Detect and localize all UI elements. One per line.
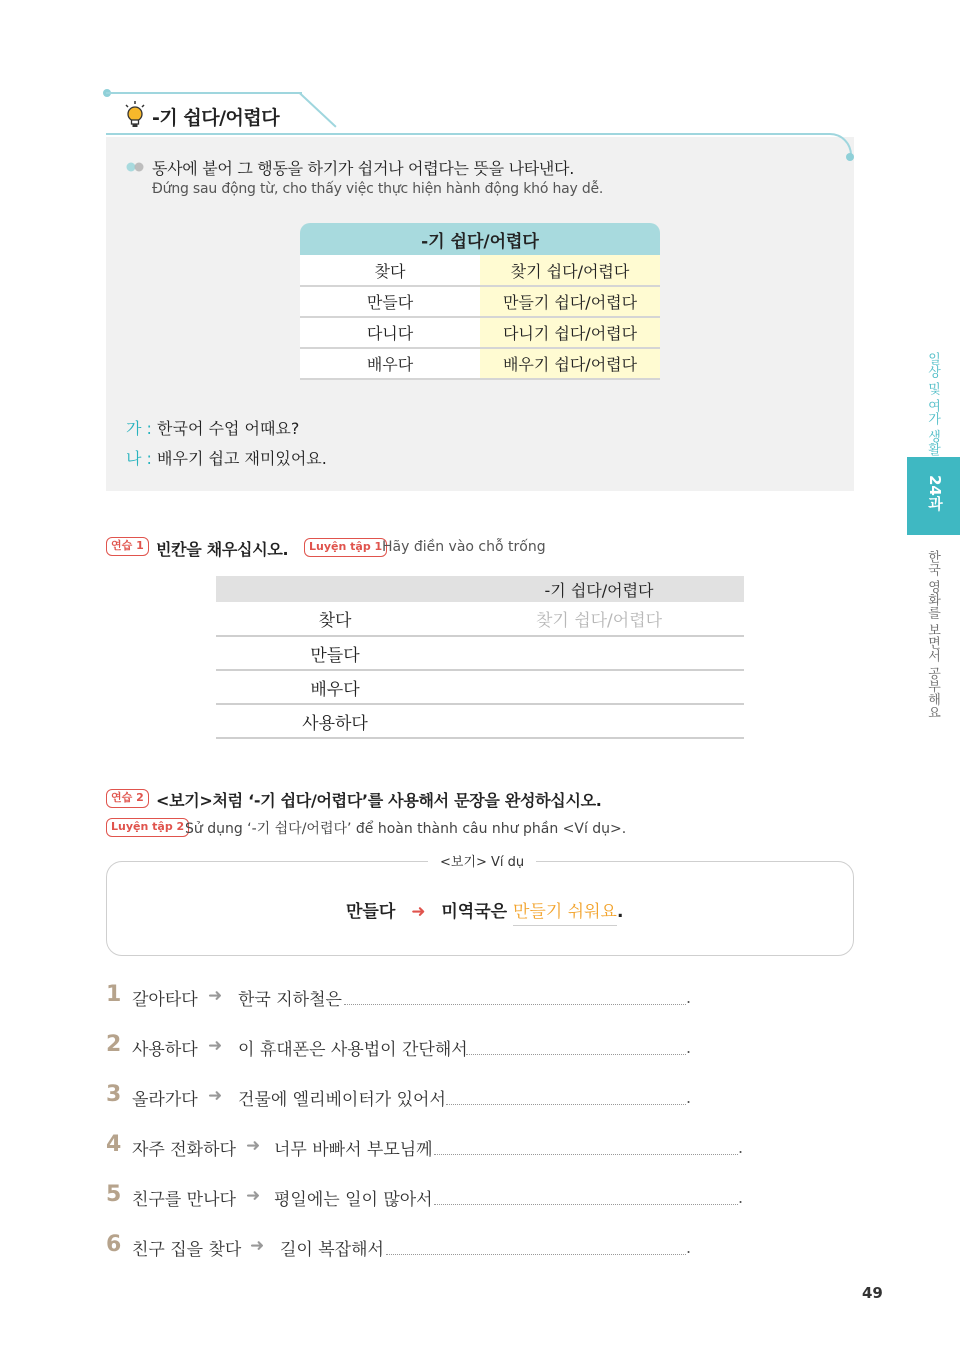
item-number: 5 — [106, 1182, 122, 1207]
right-arrow-icon: ➜ — [208, 1086, 223, 1106]
exercise1-base: 배우다 — [216, 670, 454, 704]
exercise1-badge-vi: Luyện tập 1 — [304, 538, 387, 557]
dialogue-speaker: 가 : — [126, 419, 152, 438]
exercise1-table — [216, 576, 744, 739]
exercise1-base: 사용하다 — [216, 704, 454, 738]
exercise2-title-vi: Sử dụng ‘-기 쉽다/어렵다’ để hoàn thành câu như phần <Ví dụ>. — [185, 821, 627, 837]
answer-blank[interactable] — [434, 1154, 738, 1155]
exercise1-base: 만들다 — [216, 636, 454, 670]
right-arrow-icon: ➜ — [208, 986, 223, 1006]
table-cell-form: 배우기 쉽다/어렵다 — [480, 348, 660, 379]
example-sentence — [346, 897, 623, 922]
answer-blank[interactable] — [434, 1204, 738, 1205]
right-arrow-icon: ➜ — [250, 1236, 265, 1256]
bullet-dots-icon — [126, 162, 146, 172]
table-row — [216, 636, 744, 670]
table-cell-base: 만들다 — [300, 286, 480, 317]
item-verb: 친구를 만나다 — [132, 1190, 236, 1210]
answer-blank[interactable] — [446, 1104, 686, 1105]
item-period: . — [686, 988, 692, 1007]
dialogue-text: 배우기 쉽고 재미있어요. — [157, 449, 327, 468]
exercise1-header: -기 쉽다/어렵다 — [454, 576, 744, 602]
table-row — [300, 348, 660, 379]
item-number: 2 — [106, 1032, 122, 1057]
table-row — [300, 255, 660, 286]
example-label: <보기> Ví dụ — [428, 851, 536, 870]
exercise1-answer-blank[interactable] — [454, 670, 744, 704]
table-cell-base: 찾다 — [300, 255, 480, 286]
exercise2-title: <보기>처럼 ‘-기 쉽다/어렵다’를 사용해서 문장을 완성하십시오. — [156, 791, 602, 810]
side-lesson-number: 24과 — [926, 475, 944, 511]
example-verb: 만들다 — [346, 902, 396, 922]
table-cell-form: 다니기 쉽다/어렵다 — [480, 317, 660, 348]
grammar-table — [300, 223, 660, 380]
table-row — [300, 317, 660, 348]
exercise1-badge: 연습 1 — [106, 537, 149, 556]
header-line-bottom — [106, 133, 346, 135]
item-verb: 사용하다 — [132, 1040, 198, 1060]
item-period: . — [738, 1138, 744, 1157]
table-row — [216, 602, 744, 636]
item-stem: 길이 복잡해서 — [280, 1240, 384, 1260]
right-arrow-icon: ➜ — [246, 1186, 261, 1206]
item-verb: 올라가다 — [132, 1090, 198, 1110]
item-number: 3 — [106, 1082, 122, 1107]
item-stem: 평일에는 일이 많아서 — [274, 1190, 433, 1210]
grammar-title: -기 쉽다/어렵다 — [152, 107, 280, 129]
item-verb: 친구 집을 찾다 — [132, 1240, 242, 1260]
side-lesson-title: 한국 영화를 보면서 공부해요 — [925, 550, 940, 719]
grammar-table-header: -기 쉽다/어렵다 — [300, 223, 660, 255]
page-number: 49 — [862, 1284, 883, 1302]
dialogue-line-a — [126, 416, 299, 439]
example-period: . — [616, 902, 624, 922]
side-lesson-tab[interactable] — [907, 457, 960, 535]
exercise2-badge: 연습 2 — [106, 789, 149, 808]
item-stem: 건물에 엘리베이터가 있어서 — [238, 1090, 446, 1110]
item-number: 4 — [106, 1132, 122, 1157]
item-period: . — [738, 1188, 744, 1207]
answer-blank[interactable] — [386, 1254, 686, 1255]
item-verb: 갈아타다 — [132, 990, 198, 1010]
item-period: . — [686, 1038, 692, 1057]
header-line-top — [106, 92, 302, 94]
explanation-vietnamese: Đứng sau động từ, cho thấy việc thực hiện hành động khó hay dễ. — [152, 181, 604, 197]
exercise1-title: 빈칸을 채우십시오. — [156, 540, 289, 559]
item-period: . — [686, 1238, 692, 1257]
explanation-korean: 동사에 붙어 그 행동을 하기가 쉽거나 어렵다는 뜻을 나타낸다. — [152, 159, 574, 178]
header-line-diagonal — [299, 92, 337, 128]
exercise1-answer-blank[interactable] — [454, 636, 744, 670]
exercise1-title-vi: Hãy điền vào chỗ trống — [382, 539, 546, 555]
example-stem: 미역국은 — [441, 902, 508, 922]
table-cell-base: 다니다 — [300, 317, 480, 348]
lightbulb-icon — [124, 101, 146, 129]
right-arrow-icon: ➜ — [411, 902, 426, 922]
header-dot-right — [846, 153, 854, 161]
table-cell-form: 찾기 쉽다/어렵다 — [480, 255, 660, 286]
table-row — [216, 670, 744, 704]
item-number: 1 — [106, 982, 122, 1007]
dialogue-line-b — [126, 446, 327, 469]
header-curve-line — [320, 133, 852, 157]
answer-blank[interactable] — [466, 1054, 686, 1055]
table-cell-form: 만들기 쉽다/어렵다 — [480, 286, 660, 317]
item-number: 6 — [106, 1232, 122, 1257]
exercise1-base: 찾다 — [216, 602, 454, 636]
table-row — [216, 704, 744, 738]
item-stem: 너무 바빠서 부모님께 — [274, 1140, 433, 1160]
right-arrow-icon: ➜ — [208, 1036, 223, 1056]
right-arrow-icon: ➜ — [246, 1136, 261, 1156]
item-period: . — [686, 1088, 692, 1107]
exercise2-badge-vi: Luyện tập 2 — [106, 818, 189, 837]
table-cell-base: 배우다 — [300, 348, 480, 379]
item-verb: 자주 전화하다 — [132, 1140, 236, 1160]
dialogue-text: 한국어 수업 어때요? — [157, 419, 300, 438]
side-section-label: 일상 및 여가 생활 — [925, 352, 940, 456]
dialogue-speaker: 나 : — [126, 449, 152, 468]
item-stem: 한국 지하철은 — [238, 990, 342, 1010]
exercise1-answer: 찾기 쉽다/어렵다 — [454, 602, 744, 636]
table-row — [300, 286, 660, 317]
item-stem: 이 휴대폰은 사용법이 간단해서 — [238, 1040, 468, 1060]
answer-blank[interactable] — [344, 1004, 686, 1005]
exercise1-answer-blank[interactable] — [454, 704, 744, 738]
exercise1-header-empty — [216, 576, 454, 602]
example-answer: 만들기 쉬워요 — [513, 902, 617, 926]
